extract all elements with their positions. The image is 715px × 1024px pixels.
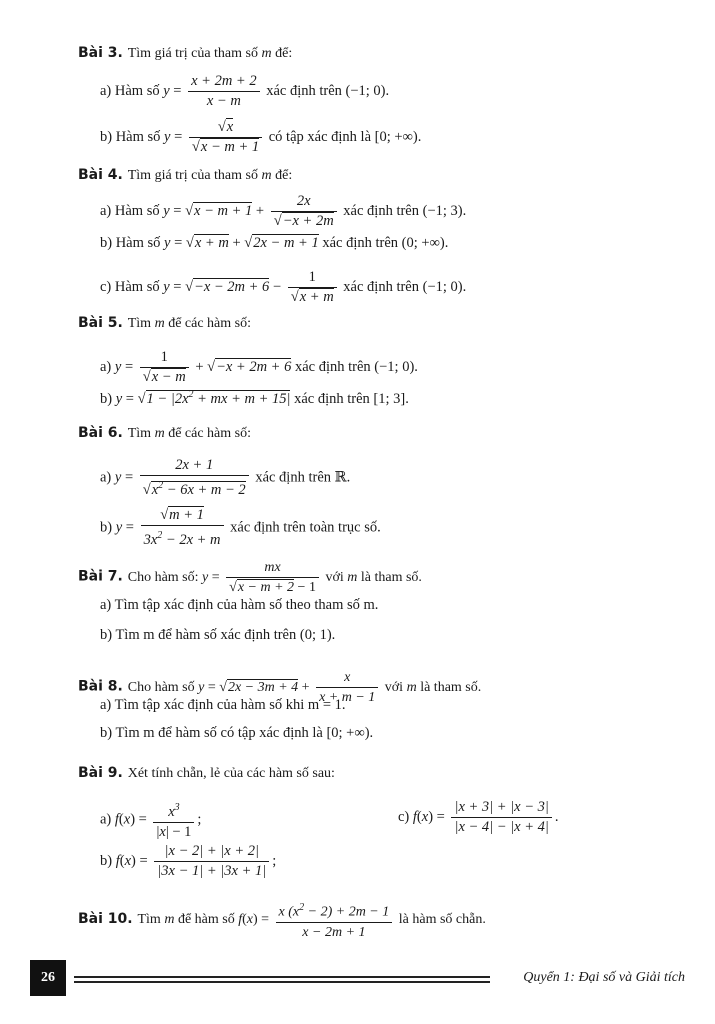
problem-9-b: b) f(x) = $\frac{|x - 2| + |x + 2|}{|3x - 1| + |3x + 1|}$ ;	[100, 843, 277, 879]
problem-5-b: b) $y = √1 - |2x^2$ + mx + m + 15| xác định trên [1; 3].	[100, 389, 409, 407]
problem-6-b: b) y = $\frac{√m + 1}{3x^2 - 2x + m}$ xác định trên toàn trục số.	[100, 507, 381, 548]
problem-4-c: c) Hàm số y = √−x − 2m + 6 − $\frac{1}{√x + m}$ xác định trên (−1; 0).	[100, 269, 467, 305]
problem-9-title: Bài 9. Xét tính chẵn, lẻ của các hàm số sau:	[78, 765, 335, 781]
problem-7-b: b) Tìm m để hàm số xác định trên (0; 1).	[100, 627, 336, 643]
problem-6-a: a) y = $\frac{2x + 1}{√x^2 - 6x + m - 2}$ xác định trên ℝ.	[100, 457, 351, 498]
problem-4-b: b) Hàm số y = √x + m + √2x − m + 1 xác định trên (0; +∞).	[100, 235, 449, 251]
problem-8-a: a) Tìm tập xác định của hàm số khi m = 1.	[100, 697, 346, 713]
problem-7-a: a) Tìm tập xác định của hàm số theo tham số m.	[100, 597, 379, 613]
problem-9-c: c) f(x) = $\frac{|x + 3| + |x - 3|}{|x - 4| - |x + 4|}$ .	[398, 799, 559, 835]
page-number: 26	[30, 960, 66, 996]
page-footer	[30, 960, 685, 996]
problem-5-title: Bài 5. Tìm m để các hàm số:	[78, 315, 251, 331]
footer-rule	[74, 976, 490, 978]
footer-rule	[74, 981, 490, 983]
problem-3-b: b) Hàm số y = $\frac{√x}{√x - m + 1}$ có tập xác định là [0; +∞).	[100, 119, 422, 155]
problem-3-title: Bài 3. Tìm giá trị của tham số m để:	[78, 45, 293, 61]
problem-5-a: a) y = $\frac{1}{√x - m}$ + √−x + 2m + 6 xác định trên (−1; 0).	[100, 349, 418, 385]
problem-8-b: b) Tìm m để hàm số có tập xác định là [0; +∞).	[100, 725, 374, 741]
problem-7-title: Bài 7. Cho hàm số: y = $\frac{mx}{√x - m + 2 - 1}$ với m là tham số.	[78, 560, 422, 595]
problem-4-title: Bài 4. Tìm giá trị của tham số m để:	[78, 167, 293, 183]
book-title: Quyển 1: Đại số và Giải tích	[523, 970, 685, 985]
problem-4-a: a) Hàm số y = √x − m + 1 + $\frac{2x}{√-x + 2m}$ xác định trên (−1; 3).	[100, 193, 467, 229]
problem-10-title: Bài 10. Tìm m để hàm số f(x) = $\frac{x (x^2 - 2) + 2m - 1}{x - 2m + 1}$ là hàm số chẵn.	[78, 898, 486, 942]
problem-9-a: a) f(x) = $\frac{x^3}{|x| - 1}$ ;	[100, 798, 201, 842]
problem-6-title: Bài 6. Tìm m để các hàm số:	[78, 425, 251, 441]
problem-8-title: Bài 8. Cho hàm số y = √2x − 3m + 4 + $\frac{x}{x + m - 1}$ với m là tham số.	[78, 670, 482, 705]
problem-3-a: a) Hàm số y = $\frac{x + 2m + 2}{x - m}$ xác định trên (−1; 0).	[100, 73, 390, 109]
